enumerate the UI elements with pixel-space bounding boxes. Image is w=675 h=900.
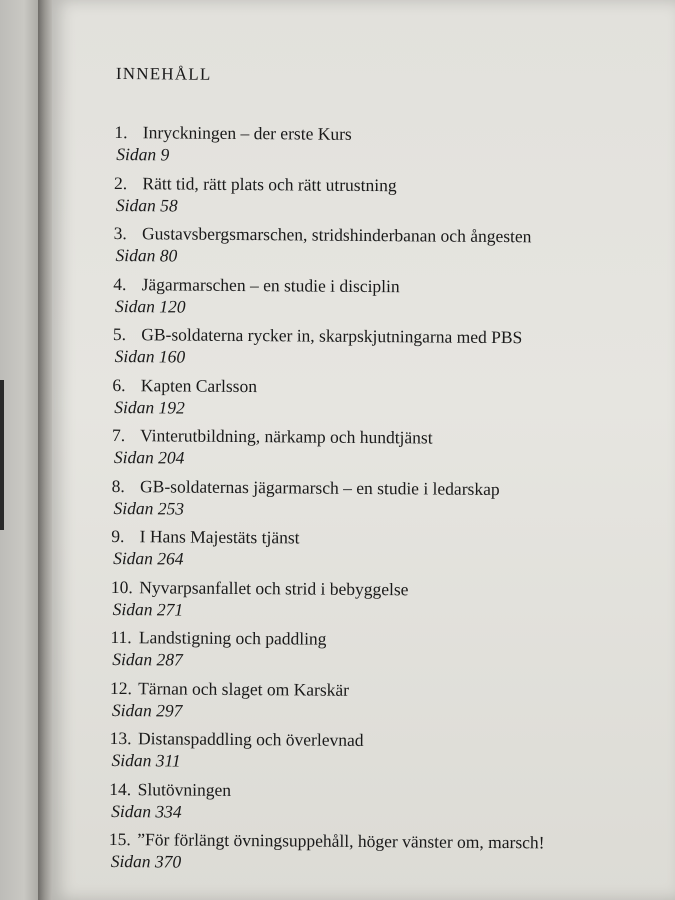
toc-entry-number: 9. [111, 525, 125, 547]
toc-entry-text: Gustavsbergsmarschen, stridshinderbanan och ångesten [141, 223, 532, 247]
toc-entry-page: Sidan 120 [115, 295, 186, 317]
toc-entry-page: Sidan 204 [113, 447, 185, 468]
toc-entry-number: 4. [113, 273, 127, 294]
toc-entry-4 [113, 272, 653, 327]
toc-entry-title [113, 272, 653, 298]
toc-entry-text: Distanspaddling och överlevnad [138, 728, 364, 750]
toc-entry-page: Sidan 9 [116, 144, 170, 165]
toc-entry-number: 6. [112, 374, 126, 395]
toc-entry-text: Jägarmarschen – en studie i disciplin [141, 273, 400, 296]
toc-entry-title [112, 424, 652, 450]
left-page-edge [0, 0, 40, 900]
toc-entry-title [109, 828, 649, 854]
toc-entry-text: Tärnan och slaget om Karskär [138, 677, 350, 700]
toc-entry-page: Sidan 271 [112, 598, 184, 620]
toc-entry-title [110, 676, 650, 702]
toc-entry-title [114, 121, 654, 147]
toc-entry-text: Rätt tid, rätt plats och rätt utrustning [142, 172, 397, 195]
toc-entry-number: 11. [110, 626, 132, 648]
toc-entry-page: Sidan 297 [111, 699, 183, 721]
toc-entry-page: Sidan 311 [111, 749, 181, 771]
toc-entry-page: Sidan 58 [115, 194, 178, 215]
toc-entry-10 [111, 575, 651, 630]
toc-entry-text: Nyvarpsanfallet och strid i bebyggelse [139, 576, 409, 599]
toc-entry-11 [110, 626, 650, 681]
toc-entry-2 [114, 171, 654, 226]
toc-entry-text: Vinterutbildning, närkamp och hundtjänst [140, 425, 433, 448]
toc-entry-page: Sidan 192 [114, 396, 185, 418]
toc-entry-15 [109, 828, 649, 883]
toc-entry-text: Landstigning och paddling [138, 627, 327, 649]
toc-entry-text: Inryckningen – der erste Kurs [142, 122, 352, 144]
toc-entry-title [109, 777, 649, 803]
toc-entry-page: Sidan 253 [113, 497, 185, 519]
toc-entry-13 [109, 727, 649, 782]
toc-entry-number: 3. [113, 222, 127, 244]
toc-entry-page: Sidan 160 [114, 346, 186, 367]
toc-entry-text: I Hans Majestäts tjänst [139, 526, 300, 548]
toc-entry-title [110, 626, 650, 652]
toc-entry-page: Sidan 264 [113, 548, 184, 569]
toc-entry-page: Sidan 334 [111, 800, 182, 822]
toc-entry-5 [113, 323, 653, 378]
toc-entry-12 [110, 676, 650, 731]
toc-entry-number: 12. [110, 677, 133, 698]
toc-entry-14 [109, 777, 649, 832]
left-page-text-edge [0, 380, 4, 530]
table-of-contents [109, 64, 655, 883]
toc-entry-page: Sidan 80 [115, 245, 178, 266]
toc-entry-title [111, 525, 651, 551]
toc-entry-number: 1. [114, 121, 128, 143]
toc-entry-title [112, 373, 652, 399]
toc-entry-title [112, 474, 652, 500]
toc-entry-title [113, 323, 653, 349]
toc-entry-number: 10. [110, 576, 133, 597]
toc-entry-6 [112, 373, 652, 428]
toc-entry-number: 13. [109, 727, 132, 749]
toc-heading: INNEHÅLL [115, 64, 212, 84]
toc-entry-1 [114, 121, 654, 176]
toc-entry-number: 15. [108, 828, 131, 850]
toc-entry-text: ”För förlängt övningsuppehåll, höger vänster om, marsch! [137, 829, 545, 853]
book-page [52, 0, 675, 900]
toc-entry-number: 5. [112, 323, 127, 345]
toc-entry-title [114, 222, 654, 248]
toc-entry-text: GB-soldaterna rycker in, skarpskjutningarna med PBS [141, 324, 523, 348]
toc-entry-title [110, 727, 650, 753]
toc-entry-page: Sidan 287 [112, 648, 183, 670]
toc-entry-title [111, 575, 651, 601]
toc-entry-page: Sidan 370 [110, 850, 182, 872]
toc-entry-text: Kapten Carlsson [140, 374, 258, 396]
toc-entry-7 [112, 424, 652, 479]
toc-entry-title [114, 171, 654, 197]
toc-entry-text: GB-soldaternas jägarmarsch – en studie i ledarskap [139, 475, 500, 499]
toc-entry-3 [113, 222, 653, 277]
toc-entry-8 [111, 474, 651, 529]
toc-entry-number: 8. [111, 475, 125, 496]
toc-entry-text: Slutövningen [137, 778, 232, 800]
toc-entry-number: 2. [113, 172, 128, 193]
toc-entry-number: 7. [112, 424, 126, 446]
toc-entry-9 [111, 525, 651, 580]
toc-entry-number: 14. [109, 778, 132, 799]
